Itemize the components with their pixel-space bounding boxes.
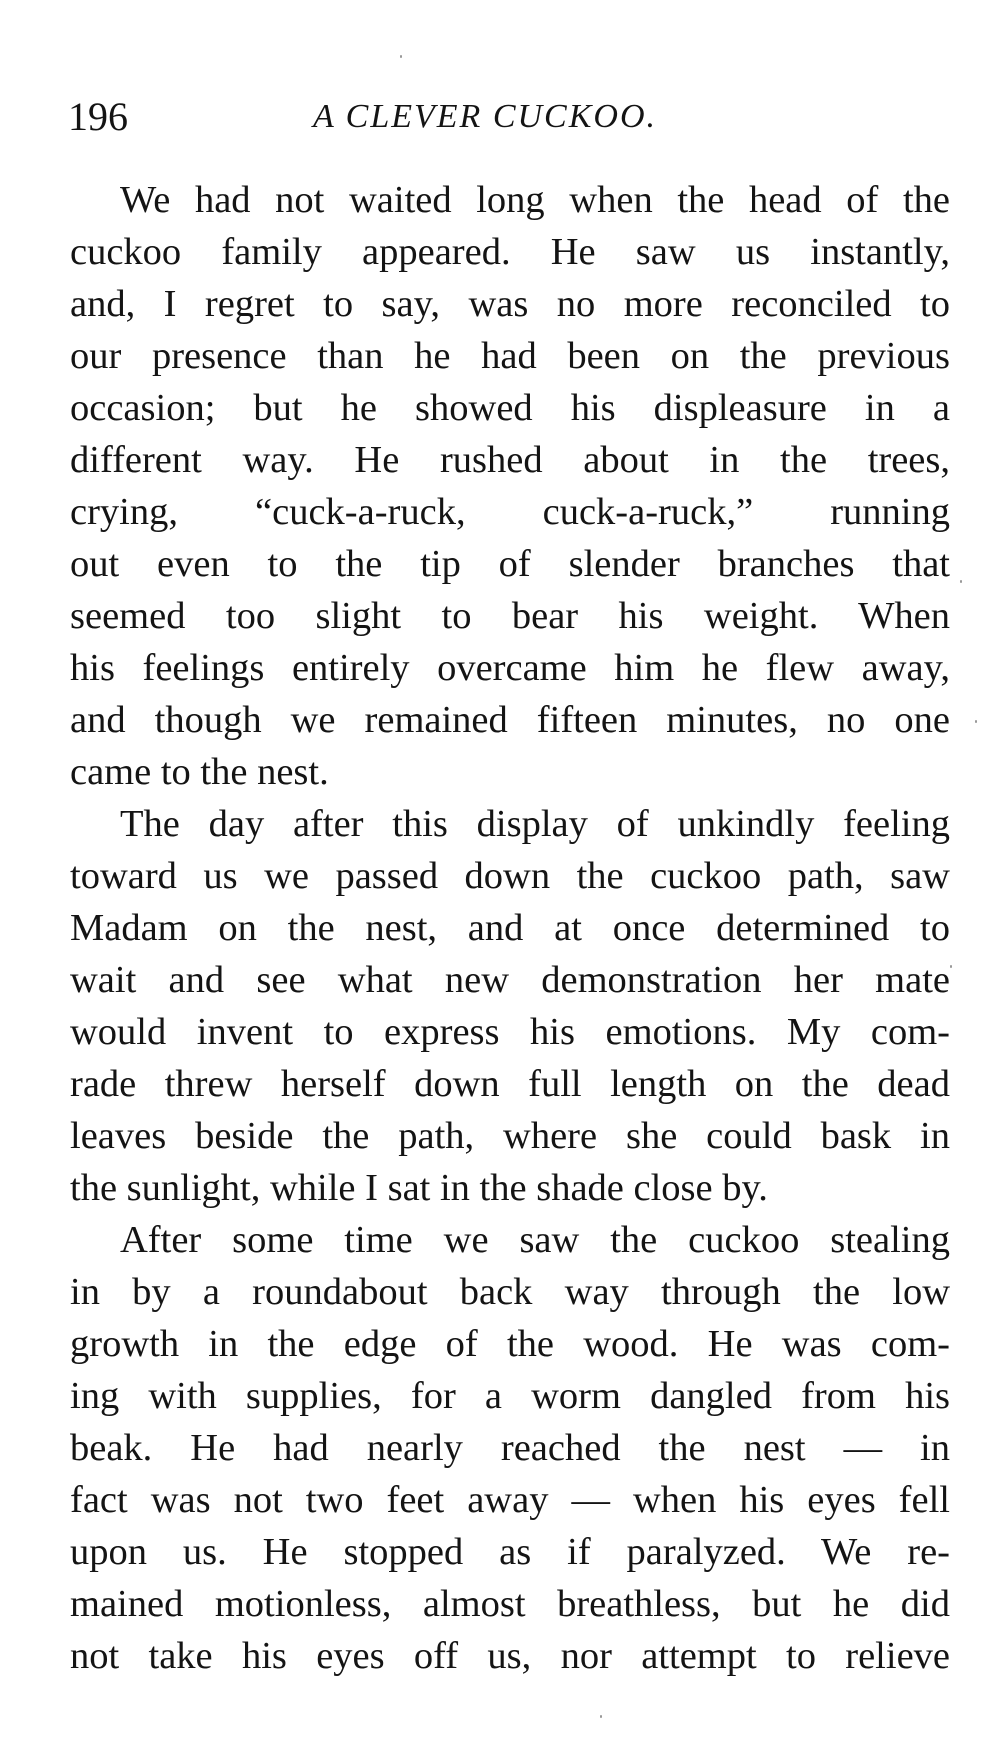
text-line: occasion; but he showed his displeasure in a [70,387,950,429]
text-line: ing with supplies, for a worm dangled from his [70,1375,950,1417]
scan-speck [400,55,402,58]
text-line: crying, “cuck-a-ruck, cuck-a-ruck,” running [70,491,950,533]
text-line: leaves beside the path, where she could bask in [70,1115,950,1157]
text-line: wait and see what new demonstration her mate [70,959,950,1001]
text-line: our presence than he had been on the previous [70,335,950,377]
running-head: A CLEVER CUCKOO. [313,98,658,135]
scan-speck [960,580,962,583]
page-number: 196 [68,94,128,139]
paragraph-1 [70,174,950,798]
text-line: seemed too slight to bear his weight. When [70,595,950,637]
scan-speck [600,1715,602,1718]
text-line: came to the nest. [70,751,329,793]
scan-speck [950,965,952,968]
paragraph-3 [70,1214,950,1682]
paragraph-2 [70,798,950,1214]
text-line: cuckoo family appeared. He saw us instantly, [70,231,950,273]
text-line: out even to the tip of slender branches that [70,543,950,585]
text-line: the sunlight, while I sat in the shade close by. [70,1167,768,1209]
scan-speck [975,720,977,723]
body-text [70,174,950,1682]
text-line: mained motionless, almost breathless, but he did [70,1583,950,1625]
text-line: different way. He rushed about in the trees, [70,439,950,481]
text-line: toward us we passed down the cuckoo path, saw [70,855,950,897]
text-line: rade threw herself down full length on the dead [70,1063,950,1105]
text-line: in by a roundabout back way through the low [70,1271,950,1313]
text-line: beak. He had nearly reached the nest — in [70,1427,950,1469]
text-line: We had not waited long when the head of the [120,179,950,221]
text-line: his feelings entirely overcame him he flew away, [70,647,950,689]
text-line: would invent to express his emotions. My com- [70,1011,950,1053]
text-line: and though we remained fifteen minutes, no one [70,699,950,741]
text-line: fact was not two feet away — when his eyes fell [70,1479,950,1521]
text-line: The day after this display of unkindly feeling [120,803,950,845]
text-line: After some time we saw the cuckoo stealing [120,1219,950,1261]
text-line: and, I regret to say, was no more reconciled to [70,283,950,325]
text-line: upon us. He stopped as if paralyzed. We re- [70,1531,950,1573]
text-line: growth in the edge of the wood. He was com- [70,1323,950,1365]
page-header [68,92,948,142]
text-line: not take his eyes off us, nor attempt to relieve [70,1635,950,1677]
text-line: Madam on the nest, and at once determined to [70,907,950,949]
